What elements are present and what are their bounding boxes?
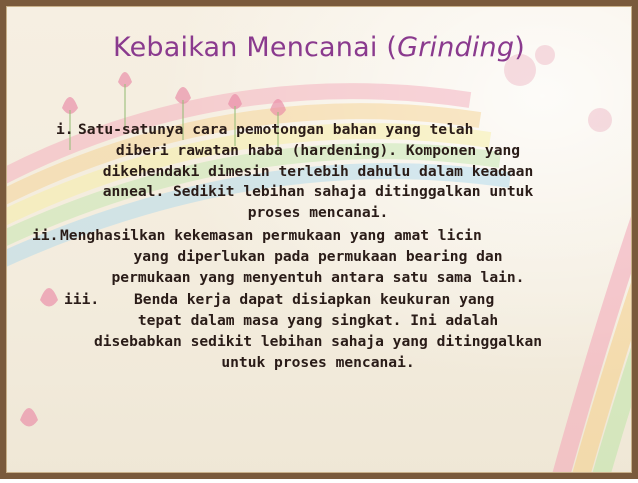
list-line: diberi rawatan haba (hardening). Komponen yang — [115, 141, 521, 159]
list-line: tepat dalam masa yang singkat. Ini adalah — [137, 312, 499, 330]
title-end: ) — [514, 32, 525, 63]
list-marker: iii. — [64, 291, 100, 309]
list-line: proses mencanai. — [247, 204, 389, 222]
list-item — [34, 120, 602, 224]
list-line: Benda kerja dapat disiapkan keukuran yang — [134, 291, 495, 309]
list-line: permukaan yang menyentuh antara satu sama lain. — [111, 268, 525, 286]
list-marker: i. — [56, 121, 74, 138]
list-line: yang diperlukan pada permukaan bearing dan — [133, 247, 503, 265]
list-marker: ii. — [32, 226, 59, 244]
list-line: Satu-satunya cara pemotongan bahan yang telah — [78, 121, 474, 138]
title-italic: Grinding — [397, 32, 515, 63]
list-line: dikehendaki dimesin terlebih dahulu dalam keadaan — [102, 162, 534, 180]
list-item — [34, 226, 602, 288]
list-item — [34, 290, 602, 373]
slide-title — [0, 32, 638, 63]
list-line: untuk proses mencanai. — [221, 353, 415, 371]
list-line: disebabkan sedikit lebihan sahaja yang ditinggalkan — [93, 332, 543, 350]
list-line: Menghasilkan kekemasan permukaan yang amat licin — [60, 226, 482, 244]
slide-body — [34, 120, 602, 376]
title-main: Kebaikan Mencanai ( — [113, 32, 398, 63]
list-line: anneal. Sedikit lebihan sahaja ditinggalkan untuk — [102, 183, 534, 201]
